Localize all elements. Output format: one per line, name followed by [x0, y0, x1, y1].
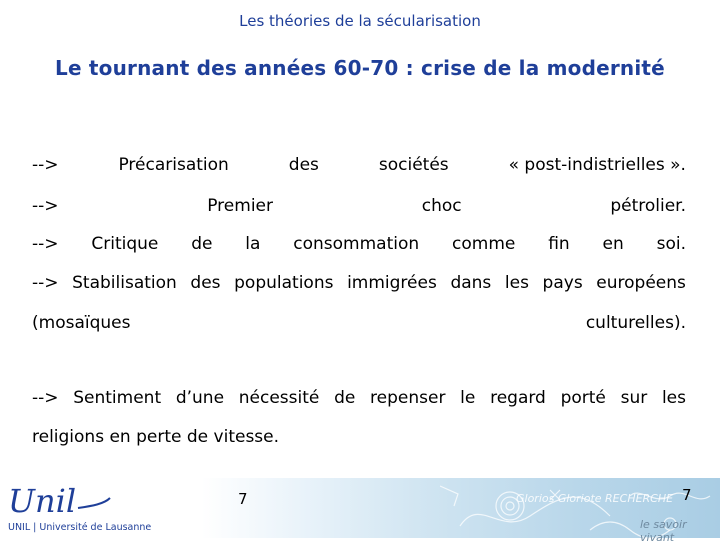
word: populations	[234, 273, 334, 293]
unil-logo	[6, 482, 176, 534]
word: nécessité	[238, 388, 320, 408]
word: consommation	[293, 234, 420, 254]
word: dans	[450, 273, 492, 293]
bullet-line-4	[32, 272, 686, 294]
word: -->	[32, 234, 59, 254]
slogan: le savoir vivant	[640, 518, 687, 544]
word: -->	[32, 196, 59, 216]
word: culturelles).	[585, 313, 686, 333]
page-number-left: 7	[238, 490, 248, 508]
word: -->	[32, 273, 59, 293]
word: sociétés	[378, 155, 449, 175]
word: Premier	[207, 196, 273, 216]
word: comme	[452, 234, 516, 254]
logo-wordmark: Unil	[8, 482, 77, 520]
word: (mosaïques	[32, 313, 131, 333]
word: la	[245, 234, 261, 254]
word: des	[288, 155, 319, 175]
word: des	[190, 273, 221, 293]
page-number-right: 7	[682, 486, 692, 504]
footer	[0, 476, 720, 540]
word: européens	[596, 273, 686, 293]
word: pétrolier.	[610, 196, 686, 216]
word: porté	[560, 388, 606, 408]
bullet-line-2	[32, 195, 686, 217]
slide-title: Le tournant des années 60-70 : crise de la modernité	[55, 56, 665, 80]
word: -->	[32, 388, 59, 408]
word: choc	[421, 196, 462, 216]
word: Critique	[91, 234, 159, 254]
word: de	[191, 234, 213, 254]
word: immigrées	[347, 273, 437, 293]
deco-text: Glorios Gloriote RECHERCHE	[516, 492, 674, 505]
word: Précarisation	[118, 155, 229, 175]
bullet-line-7: religions en perte de vitesse.	[32, 427, 280, 447]
word: fin	[548, 234, 570, 254]
bullet-line-5	[32, 312, 686, 334]
word: -->	[32, 155, 59, 175]
word: « post-indistrielles ».	[508, 155, 686, 175]
word: le	[460, 388, 476, 408]
word: Stabilisation	[72, 273, 177, 293]
word: d’une	[175, 388, 225, 408]
slide-header: Les théories de la sécularisation	[239, 12, 481, 30]
bullet-line-1	[32, 154, 686, 176]
word: de	[334, 388, 356, 408]
word: pays	[542, 273, 583, 293]
logo-caption: UNIL | Université de Lausanne	[8, 522, 152, 533]
word: en	[602, 234, 624, 254]
word: les	[661, 388, 686, 408]
word: regard	[490, 388, 546, 408]
word: repenser	[370, 388, 446, 408]
bullet-line-6	[32, 387, 686, 409]
bullet-line-3	[32, 233, 686, 255]
word: Sentiment	[73, 388, 162, 408]
word: soi.	[656, 234, 686, 254]
word: les	[504, 273, 529, 293]
word: sur	[620, 388, 648, 408]
